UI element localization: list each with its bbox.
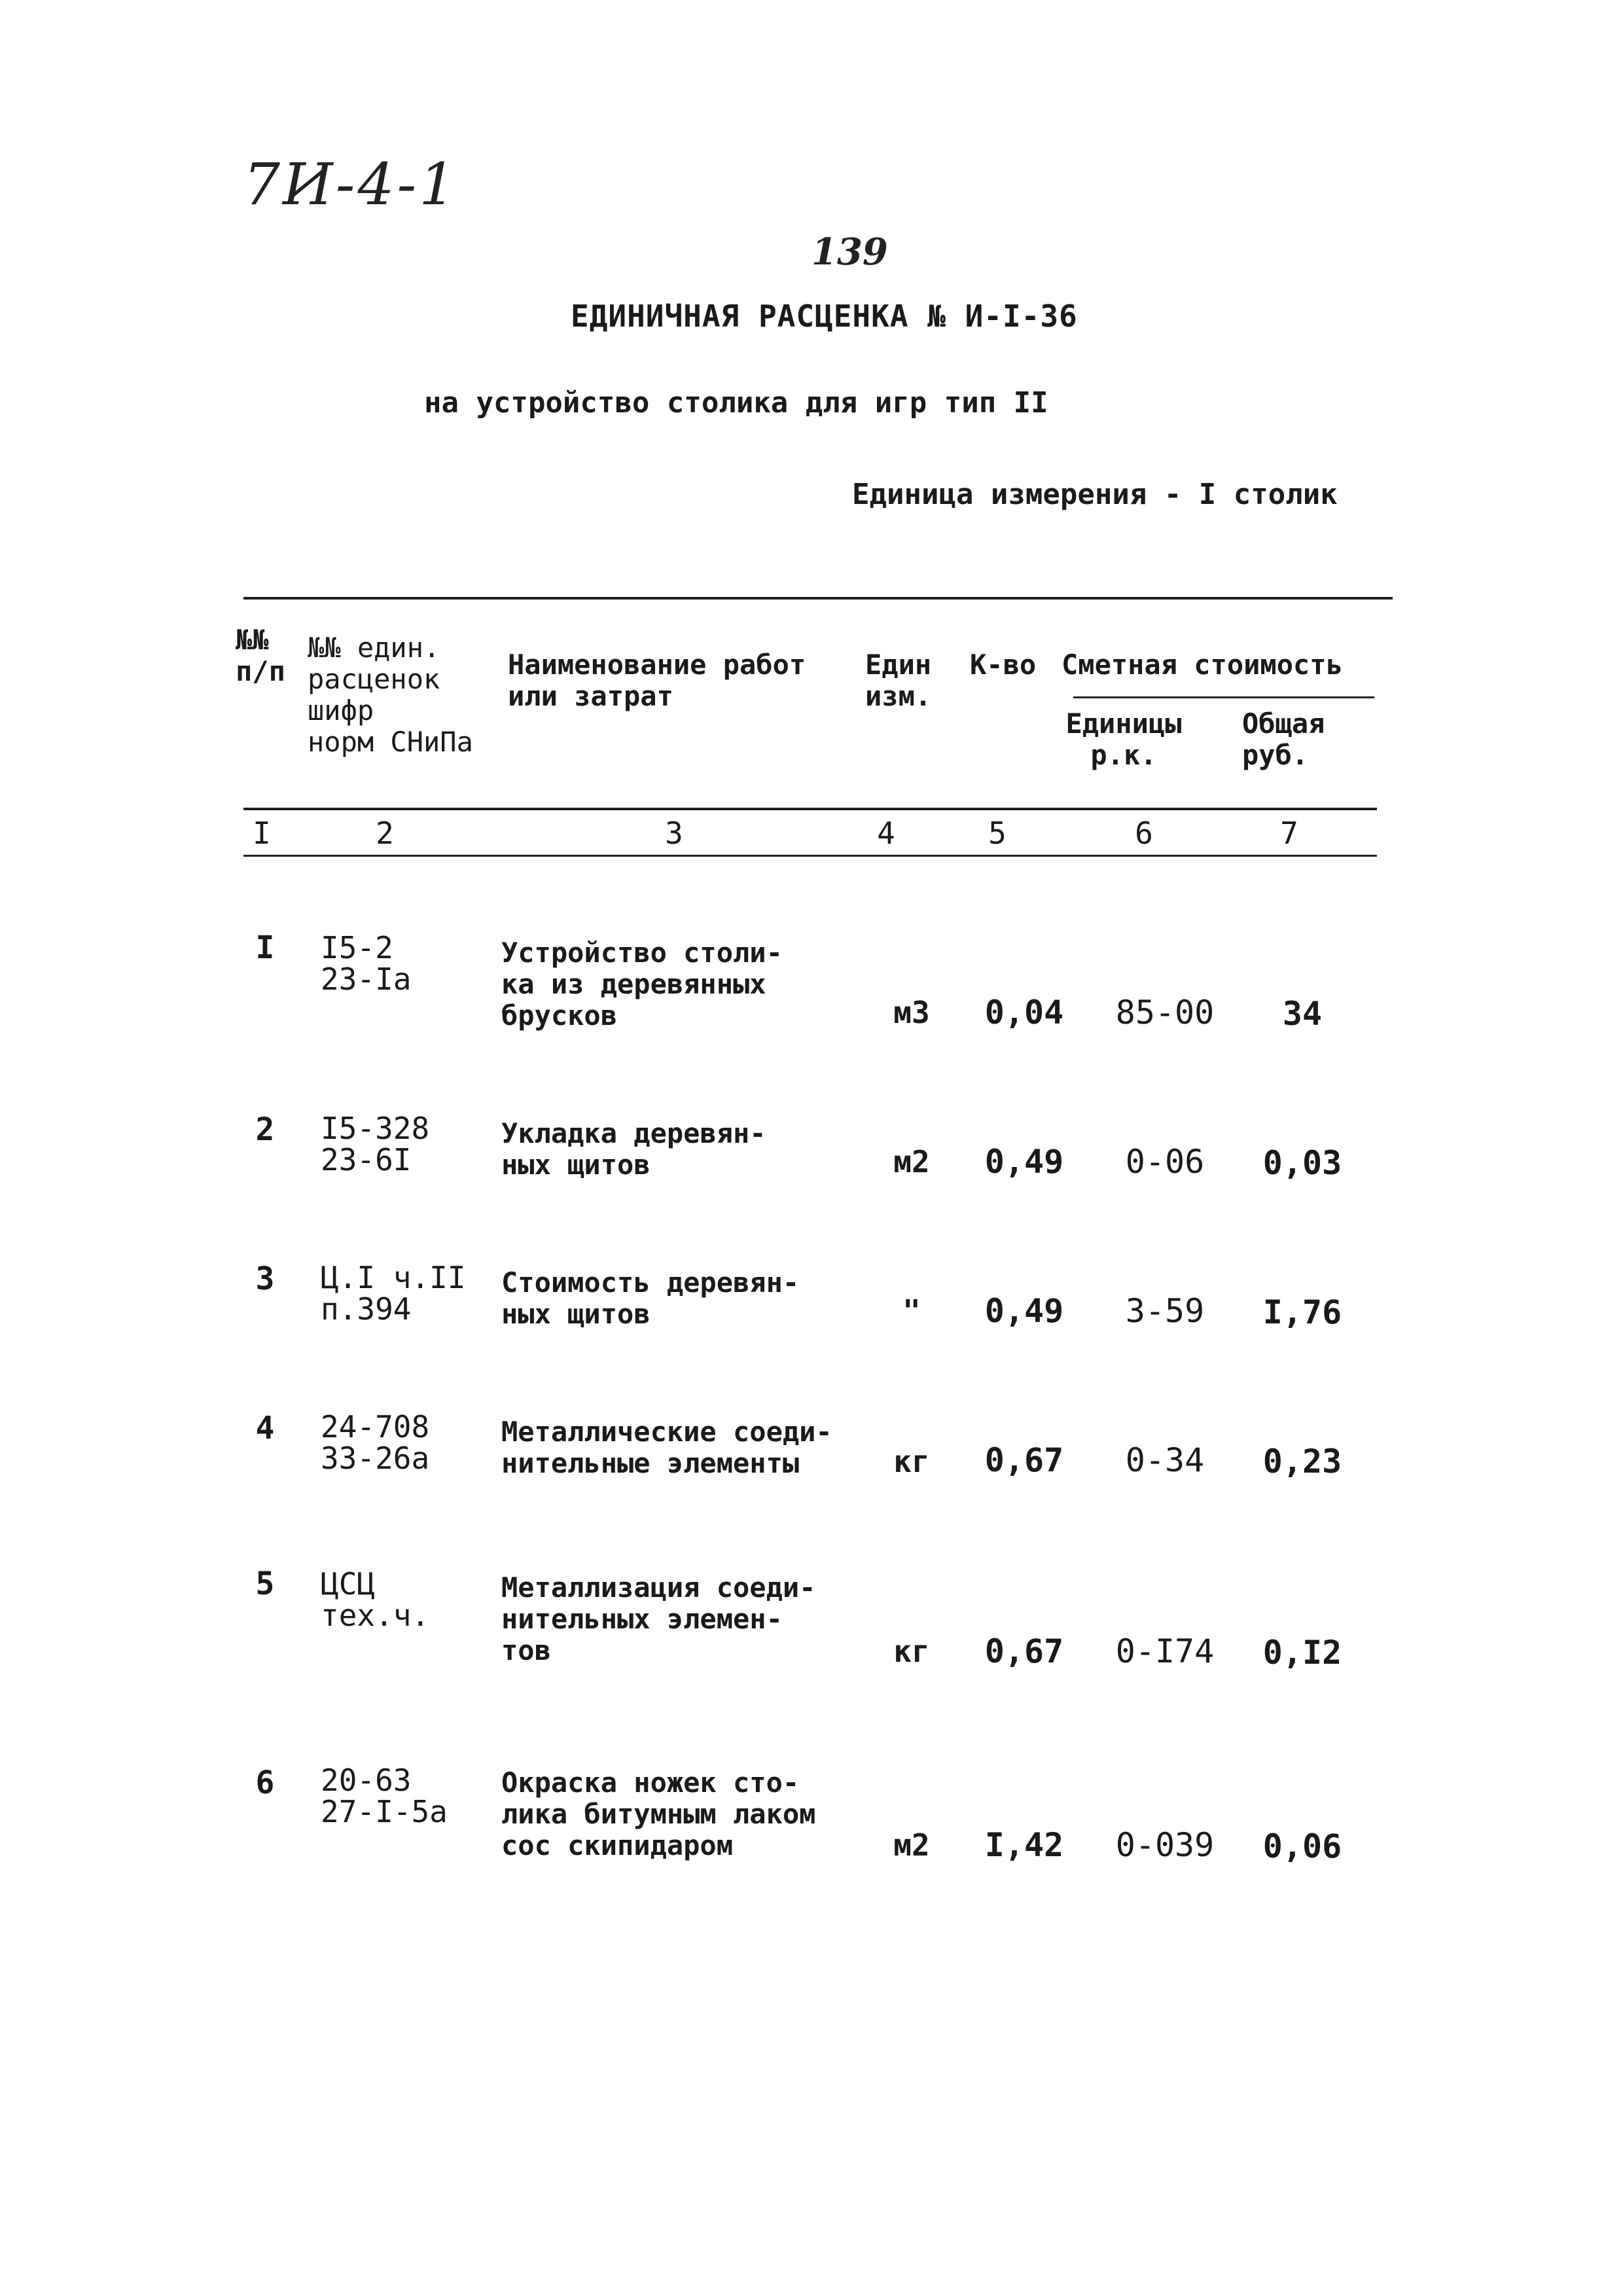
row-number: 3: [255, 1261, 275, 1297]
column-number: 7: [1280, 816, 1298, 851]
header-estimated-cost: Сметная стоимость: [1061, 649, 1343, 681]
row-number: 4: [255, 1410, 275, 1446]
total-cost: 0,I2: [1262, 1634, 1342, 1672]
row-number: I: [255, 929, 275, 966]
total-cost: 0,23: [1262, 1443, 1342, 1480]
total-cost: 0,03: [1262, 1144, 1342, 1182]
column-numbers-rule: [243, 855, 1377, 857]
table-top-rule: [243, 597, 1393, 600]
header-unit-cost: Единицы р.к.: [1065, 708, 1182, 771]
unit-cost: 85-00: [1115, 994, 1215, 1031]
unit-of-measure: кг: [893, 1444, 930, 1479]
rate-code: 24-708 33-26а: [321, 1409, 430, 1476]
header-rate-code: №№ един. расценок шифр норм СНиПа: [308, 632, 473, 758]
work-name: Металлические соеди- нительные элементы: [501, 1416, 832, 1479]
quantity: 0,67: [984, 1632, 1064, 1670]
column-number: 2: [376, 816, 394, 851]
header-row-number: №№ п/п: [236, 624, 285, 687]
work-name: Устройство столи- ка из деревянных брусков: [501, 937, 783, 1031]
work-name: Металлизация соеди- нительных элемен- тов: [501, 1571, 816, 1666]
cost-header-rule: [1073, 696, 1374, 698]
total-cost: 34: [1282, 995, 1323, 1033]
quantity: 0,49: [984, 1143, 1064, 1181]
header-quantity: К-во: [970, 649, 1037, 681]
archive-reference: 7И-4-1: [243, 151, 459, 218]
total-cost: 0,06: [1262, 1827, 1342, 1865]
quantity: I,42: [984, 1826, 1064, 1864]
rate-code: Ц.I ч.II п.394: [321, 1260, 466, 1327]
rate-code: I5-328 23-6I: [321, 1111, 430, 1177]
unit-cost: 0-06: [1125, 1143, 1205, 1181]
column-number: 5: [988, 816, 1007, 851]
unit-cost: 0-039: [1115, 1826, 1215, 1864]
header-total-cost: Общая руб.: [1242, 708, 1325, 771]
unit-of-measure: ": [902, 1293, 921, 1329]
unit-cost: 0-34: [1125, 1441, 1205, 1479]
document-subtitle: на устройство столика для игр тип II: [424, 386, 1048, 420]
header-bottom-rule: [243, 808, 1377, 810]
quantity: 0,04: [984, 994, 1064, 1031]
row-number: 6: [255, 1765, 275, 1801]
document-title: ЕДИНИЧНАЯ РАСЦЕНКА № И-I-36: [571, 298, 1078, 334]
rate-code: ЦСЦ тех.ч.: [321, 1566, 430, 1633]
column-number: 3: [665, 816, 683, 851]
unit-of-measure: м3: [893, 995, 930, 1030]
total-cost: I,76: [1262, 1293, 1342, 1331]
rate-code: I5-2 23-Iа: [321, 930, 412, 997]
unit-of-measure: кг: [893, 1634, 930, 1669]
unit-cost: 3-59: [1125, 1292, 1205, 1330]
unit-of-measure: м2: [893, 1827, 930, 1863]
row-number: 5: [255, 1566, 275, 1602]
unit-of-measure: м2: [893, 1144, 930, 1179]
column-number: 6: [1135, 816, 1153, 851]
row-number: 2: [255, 1111, 275, 1148]
quantity: 0,49: [984, 1292, 1064, 1330]
quantity: 0,67: [984, 1441, 1064, 1479]
column-number: 4: [877, 816, 895, 851]
work-name: Укладка деревян- ных щитов: [501, 1117, 766, 1181]
work-name: Окраска ножек сто- лика битумным лаком сос скипидаром: [501, 1767, 816, 1861]
column-number: I: [253, 816, 271, 851]
unit-cost: 0-I74: [1115, 1632, 1215, 1670]
header-unit: Един изм.: [865, 649, 932, 712]
rate-code: 20-63 27-I-5а: [321, 1763, 448, 1829]
header-work-name: Наименование работ или затрат: [508, 649, 806, 712]
measurement-unit: Единица измерения - I столик: [852, 478, 1338, 511]
page-number: 139: [812, 230, 888, 274]
work-name: Стоимость деревян- ных щитов: [501, 1266, 800, 1330]
